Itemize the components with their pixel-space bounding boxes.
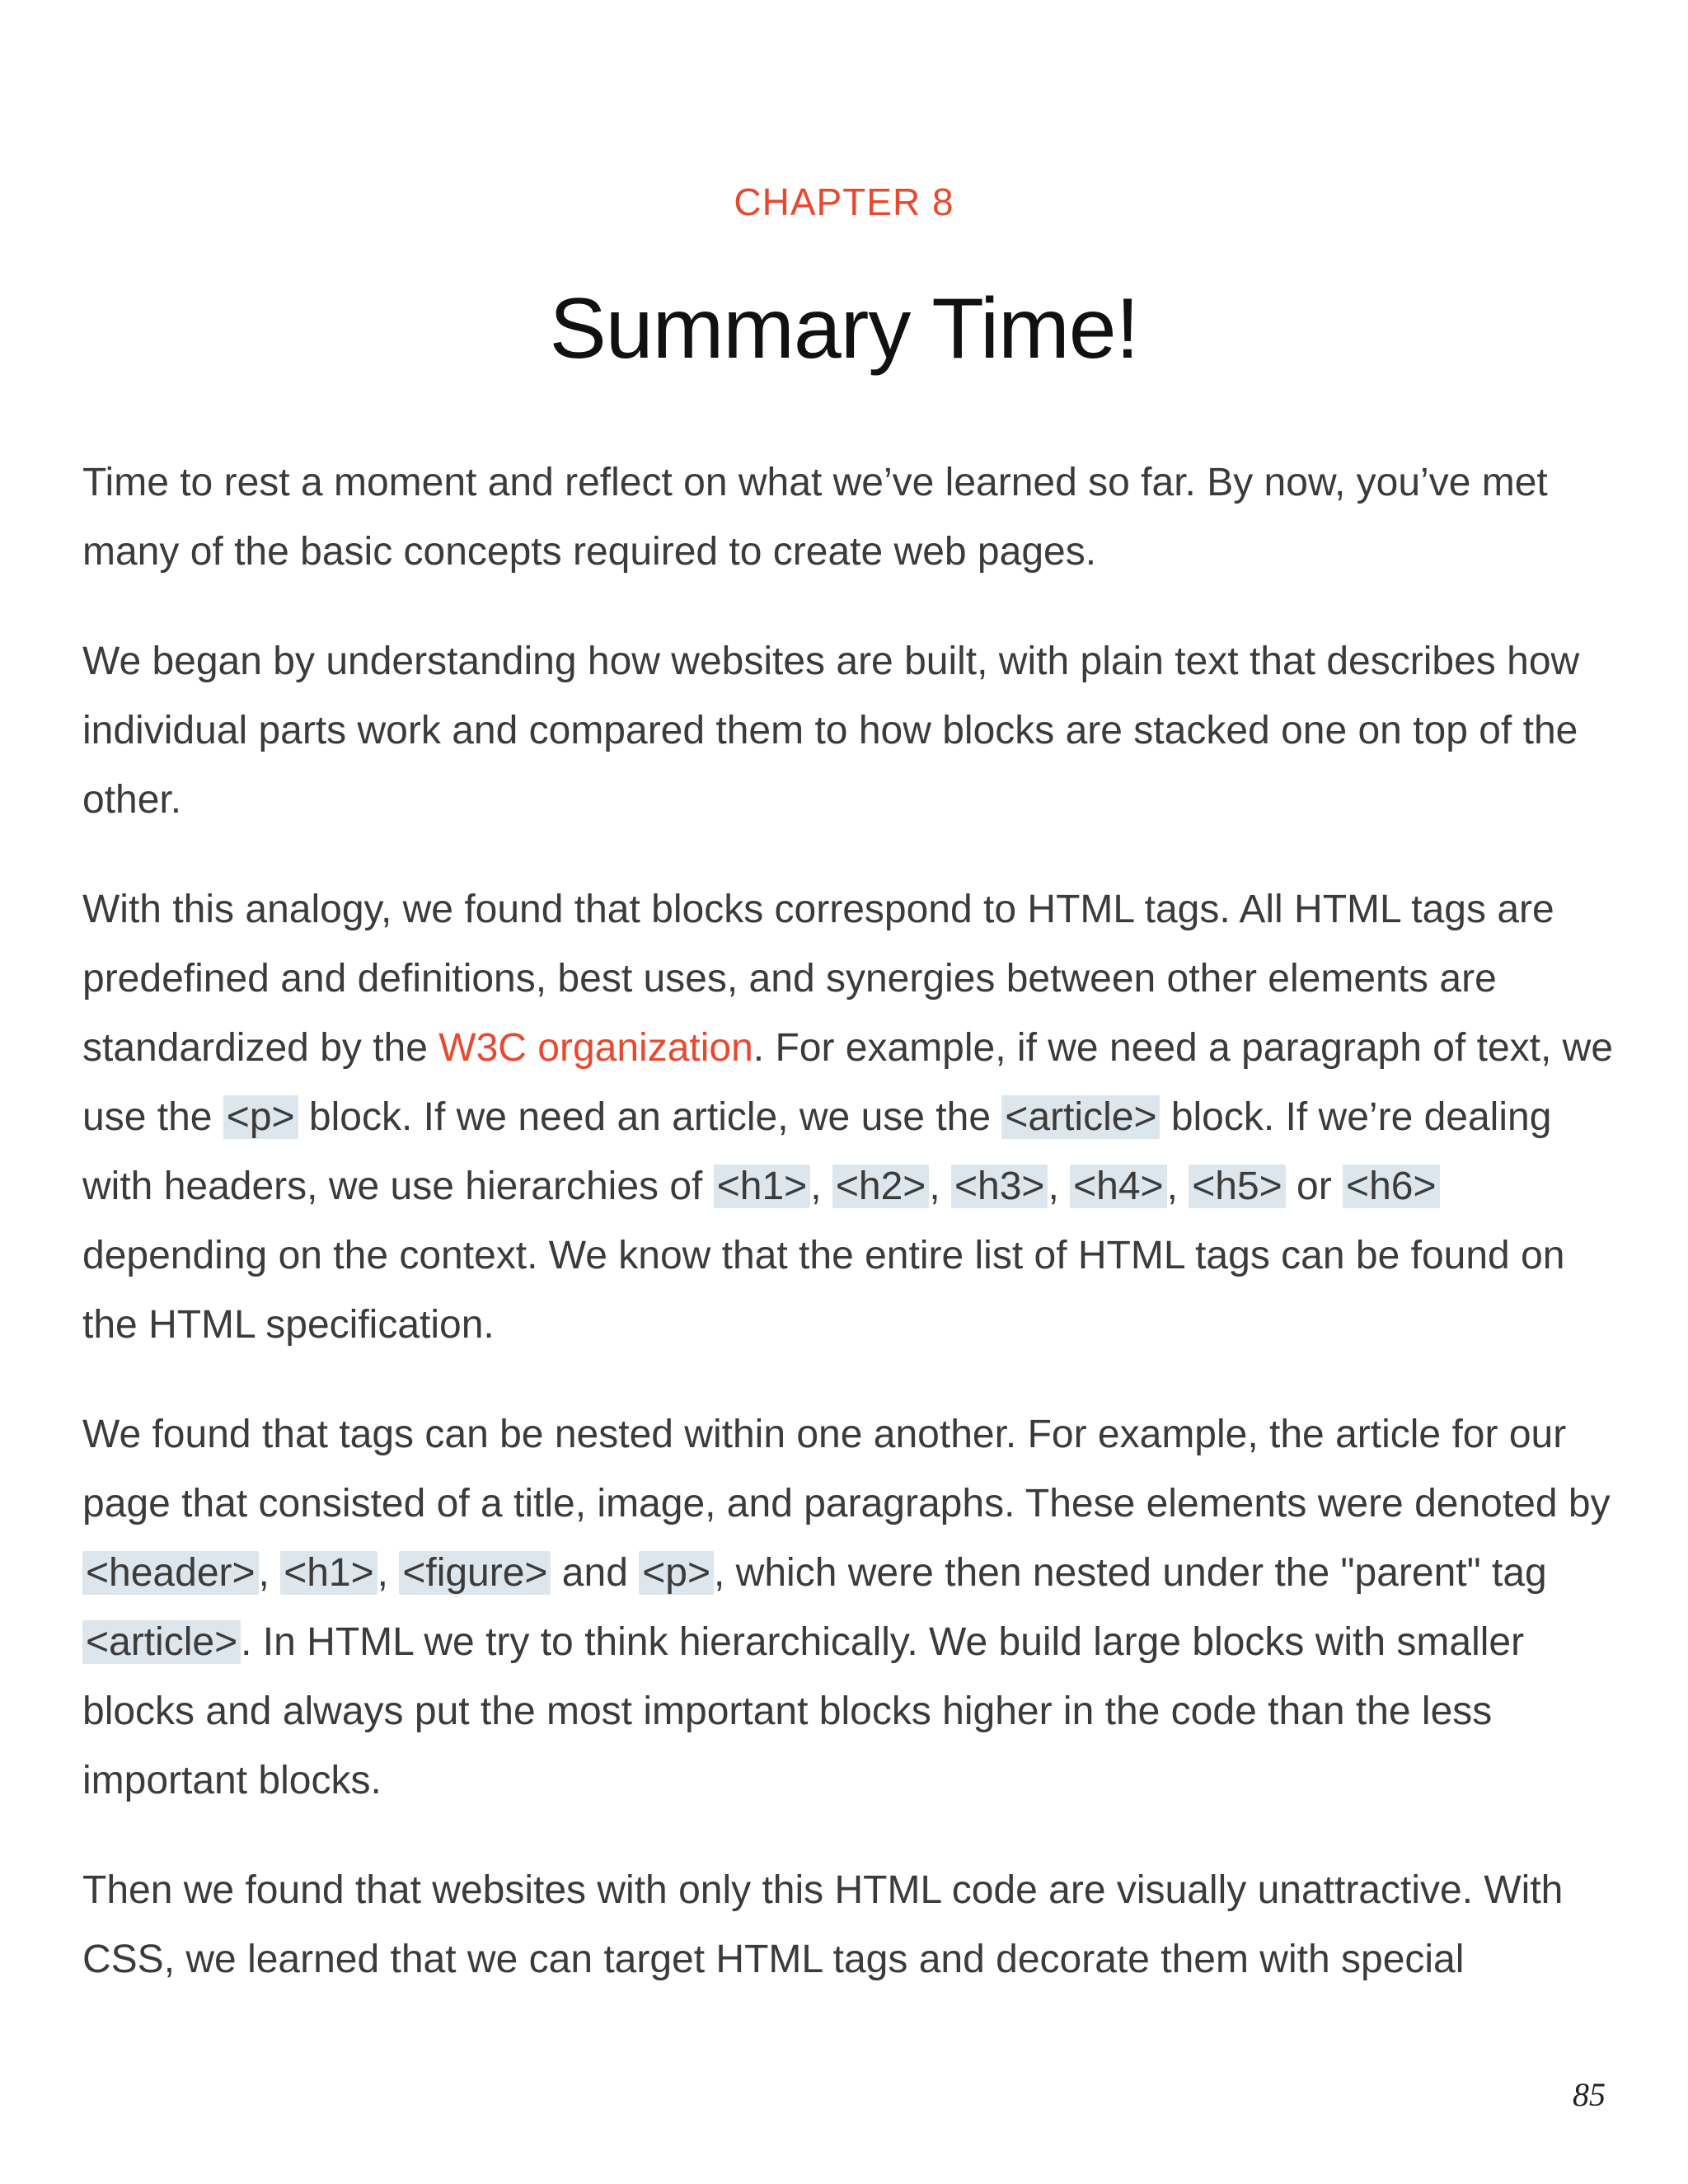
- separator: ,: [810, 1165, 832, 1208]
- code-tag-h3: <h3>: [951, 1165, 1048, 1208]
- code-tag-h1: <h1>: [714, 1165, 810, 1208]
- code-tag-h4: <h4>: [1070, 1165, 1166, 1208]
- separator: ,: [377, 1551, 400, 1595]
- text-run: block. If we need an article, we use the: [298, 1095, 1002, 1139]
- separator: ,: [1166, 1165, 1189, 1208]
- code-tag-p: <p>: [639, 1551, 714, 1595]
- paragraph-4: [82, 1400, 1615, 1816]
- code-tag-p: <p>: [223, 1095, 298, 1139]
- paragraph-3: [82, 875, 1615, 1360]
- text-run: . For example, if we need a paragraph of text, we use the: [82, 1026, 1614, 1139]
- code-tag-article: <article>: [82, 1620, 241, 1664]
- code-tag-h5: <h5>: [1189, 1165, 1285, 1208]
- separator: ,: [929, 1165, 951, 1208]
- paragraph-2: We began by understanding how websites are built, with plain text that describes how individual parts work and compared them to how blocks are stacked one on top of the other.: [82, 640, 1580, 822]
- code-tag-article: <article>: [1001, 1095, 1160, 1139]
- code-tag-h2: <h2>: [832, 1165, 929, 1208]
- page-number: 85: [1573, 2076, 1606, 2113]
- paragraph-1: Time to rest a moment and reflect on what we’ve learned so far. By now, you’ve met many of the basic concepts required to create web pages.: [82, 461, 1548, 574]
- code-tag-h1: <h1>: [280, 1551, 377, 1595]
- text-run: With this analogy, we found that blocks correspond to HTML tags. All HTML tags are predefined and definitions, best uses, and synergies between other elements are standardized by the: [82, 888, 1554, 1070]
- chapter-label: CHAPTER 8: [734, 180, 954, 223]
- paragraph-5: Then we found that websites with only this HTML code are visually unattractive. With CSS, we learned that we can target HTML tags and decorate them with special: [82, 1868, 1564, 1981]
- separator: ,: [258, 1551, 281, 1595]
- w3c-organization-link[interactable]: W3C organization: [438, 1026, 753, 1070]
- text-run: , which were then nested under the "parent" tag: [714, 1551, 1547, 1595]
- separator: ,: [1048, 1165, 1071, 1208]
- text-run: block. If we’re dealing with headers, we use hierarchies of: [82, 1095, 1552, 1208]
- chapter-title: Summary Time!: [549, 281, 1139, 377]
- code-tag-header: <header>: [82, 1551, 259, 1595]
- chapter-body: [82, 448, 1615, 2035]
- text-run: . In HTML we try to think hierarchically. We build large blocks with smaller blocks and always put the most important blocks higher in the code than the less important blocks.: [82, 1620, 1525, 1802]
- text-run: We found that tags can be nested within one another. For example, the article for our page that consisted of a title, image, and paragraphs. These elements were denoted by: [82, 1413, 1611, 1526]
- separator: and: [551, 1551, 640, 1595]
- code-tag-h6: <h6>: [1343, 1165, 1439, 1208]
- code-tag-figure: <figure>: [399, 1551, 551, 1595]
- separator: or: [1285, 1165, 1343, 1208]
- text-run: depending on the context. We know that the entire list of HTML tags can be found on the HTML specification.: [82, 1234, 1565, 1347]
